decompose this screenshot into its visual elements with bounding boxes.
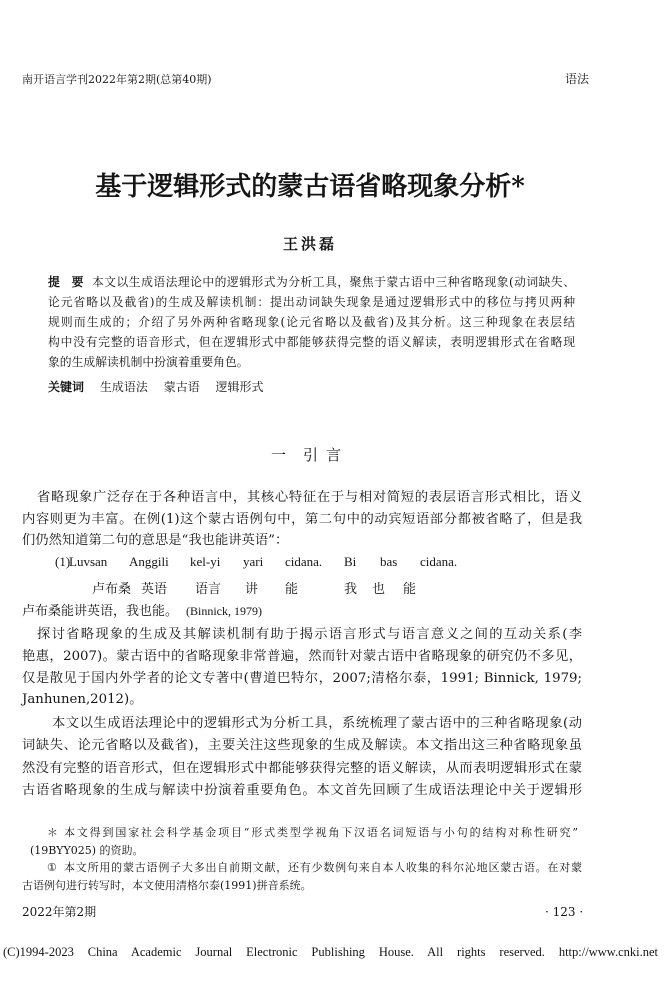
footer-issue: 2022年第2期 [22,905,97,919]
paragraph-line: 词缺失、论元省略以及截省)，主要关注这些现象的生成及解读。本文指出这三种省略现象虽 [22,738,582,754]
section-label: 语法 [565,72,590,86]
body-paragraph [22,624,582,711]
section-heading-number: 一 [271,446,287,464]
footnotes [22,824,582,895]
example-gloss-line [0,580,668,600]
example-translation: 卢布桑能讲英语，我也能。 [22,604,179,619]
paragraph-line: 古语省略现象的生成与解读中扮演着重要角色。本文首先回顾了生成语法理论中关于逻辑形 [22,782,582,798]
footnote-marker: ① [47,861,57,875]
footnote-line [47,859,582,877]
example-gloss: 卢布桑 [92,582,132,597]
keywords-label: 关键词 [48,380,85,394]
paragraph-line: Janhunen,2012)。 [22,692,143,708]
keyword: 生成语法 [99,380,148,394]
keyword: 逻辑形式 [215,380,264,394]
footnote-line [47,824,578,842]
body-paragraph [22,713,582,802]
paragraph-line: 本文以生成语法理论中的逻辑形式为分析工具，系统梳理了蒙古语中的三种省略现象(动 [52,716,582,731]
abstract-text: 本文以生成语法理论中的逻辑形式为分析工具，聚焦于蒙古语中三种省略现象(动词缺失、 [92,275,575,289]
example-gloss: 也 [372,582,386,597]
paper-title: 基于逻辑形式的蒙古语省略现象分析* [95,172,525,202]
paragraph-line: 省略现象广泛存在于各种语言中，其核心特征在于与相对简短的表层语言形式相比，语义 [37,490,582,505]
paragraph-line: 们仍然知道第二句的意思是“我也能讲英语”： [22,533,289,548]
abstract [48,272,575,372]
example-sentence [0,552,668,572]
example-gloss: 我 [344,582,358,597]
example-word: bas [380,554,398,569]
copyright-notice: (C)1994-2023 China Academic Journal Electronic Publishing House. All rights reserved. http://www.cnki.net [3,945,658,959]
footnote-line: 古语例句进行转写时，本文使用清格尔泰(1991)拼音系统。 [22,879,312,893]
example-gloss: 能 [285,582,299,597]
example-word: kel-yi [190,554,221,569]
author-name: 王洪磊 [282,235,337,253]
paragraph-line: 探讨省略现象的生成及其解读机制有助于揭示语言形式与语言意义之间的互动关系(李 [37,627,582,642]
section-heading [271,446,349,464]
example-word: yari [243,554,264,569]
paragraph-line: 仅是散见于国内外学者的论文专著中(曹道巴特尔，2007;清格尔泰，1991; Binnick, 1979; [22,670,582,686]
example-word: Bi [344,554,357,569]
citation: (Binnick, 1979) [186,604,263,618]
page-number: · 123 · [545,905,584,919]
abstract-line: 论元省略以及截省)的生成及解读机制：提出动词缺失现象是通过逻辑形式中的移位与拷贝两种 [48,295,575,309]
abstract-label: 提 要 [48,275,84,289]
example-translation-line [22,601,262,622]
abstract-line: 象的生成解读机制中扮演着重要角色。 [48,355,249,369]
paragraph-line: 艳惠，2007)。蒙古语中的省略现象非常普遍，然而针对蒙古语中省略现象的研究仍不多见， [22,648,582,664]
paragraph-line: 内容则更为丰富。在例(1)这个蒙古语例句中，第二句中的动宾短语部分都被省略了，但是我 [22,511,582,527]
example-word: Anggili [129,554,169,569]
paragraph-line: 然没有完整的语音形式，但在逻辑形式中都能够获得完整的语义解读，从而表明逻辑形式在蒙 [22,760,582,776]
journal-header: 南开语言学刊2022年第2期(总第40期) [22,73,212,86]
body-paragraph [22,487,582,552]
example-gloss: 讲 [245,582,259,597]
example-word: cidana. [420,554,458,569]
example-gloss: 能 [403,582,417,597]
abstract-line: 构中没有完整的语音形式，但在逻辑形式中都能够获得完整的语义解读，表明逻辑形式在省略现 [48,335,575,349]
example-word: Luvsan [69,554,108,569]
keyword: 蒙古语 [163,380,200,394]
abstract-line: 规则而生成的；介绍了另外两种省略现象(论元省略以及截省)及其分析。这三种现象在表层结 [48,315,575,329]
example-number: (1) [55,554,71,569]
footnote-text: 本文所用的蒙古语例子大多出自前期文献，还有少数例句来自本人收集的科尔沁地区蒙古语。在对蒙 [64,861,582,875]
example-gloss: 英语 [141,582,168,597]
footnote-text: 本文得到国家社会科学基金项目“形式类型学视角下汉语名词短语与小句的结构对称性研究” [64,826,578,839]
abstract-line [48,272,575,292]
footnote-marker: ＊ [47,826,58,839]
example-word: cidana. [285,554,323,569]
keywords [48,378,264,396]
footnote-line: (19BYY025) 的资助。 [30,843,144,857]
example-gloss: 语言 [195,582,222,597]
section-heading-title: 引言 [303,446,350,464]
